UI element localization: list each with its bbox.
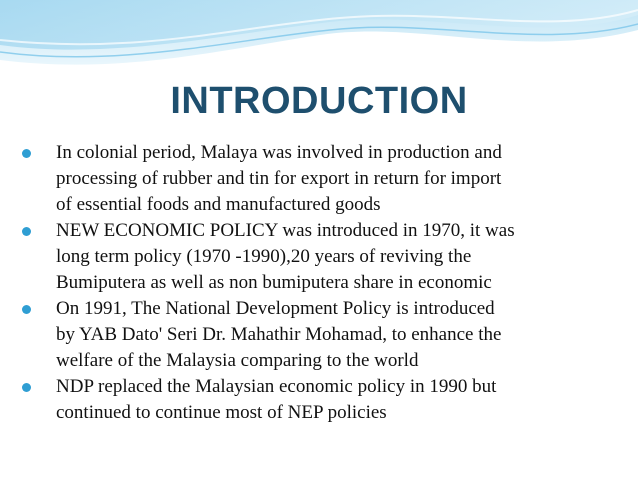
bullet-list: [22, 140, 622, 426]
decorative-wave-header: [0, 0, 638, 80]
bullet-text-line: by YAB Dato' Seri Dr. Mahathir Mohamad, to enhance the: [56, 324, 502, 345]
bullet-item: [22, 218, 622, 296]
bullet-text-line: of essential foods and manufactured goods: [56, 194, 381, 215]
bullet-dot-icon: [22, 149, 31, 158]
bullet-text-line: long term policy (1970 -1990),20 years of reviving the: [56, 246, 472, 267]
bullet-text-line: On 1991, The National Development Policy is introduced: [56, 298, 495, 319]
bullet-item: [22, 374, 622, 426]
slide-title: INTRODUCTION: [170, 80, 468, 122]
bullet-text-line: continued to continue most of NEP policies: [56, 402, 387, 423]
bullet-text-line: Bumiputera as well as non bumiputera share in economic: [56, 272, 492, 293]
bullet-text-line: processing of rubber and tin for export in return for import: [56, 168, 502, 189]
bullet-dot-icon: [22, 383, 31, 392]
bullet-text-line: NDP replaced the Malaysian economic policy in 1990 but: [56, 376, 497, 397]
bullet-text-line: welfare of the Malaysia comparing to the world: [56, 350, 419, 371]
bullet-dot-icon: [22, 227, 31, 236]
bullet-item: [22, 296, 622, 374]
bullet-text-line: In colonial period, Malaya was involved in production and: [56, 142, 502, 163]
bullet-item: [22, 140, 622, 218]
bullet-dot-icon: [22, 305, 31, 314]
bullet-text-line: NEW ECONOMIC POLICY was introduced in 1970, it was: [56, 220, 515, 241]
